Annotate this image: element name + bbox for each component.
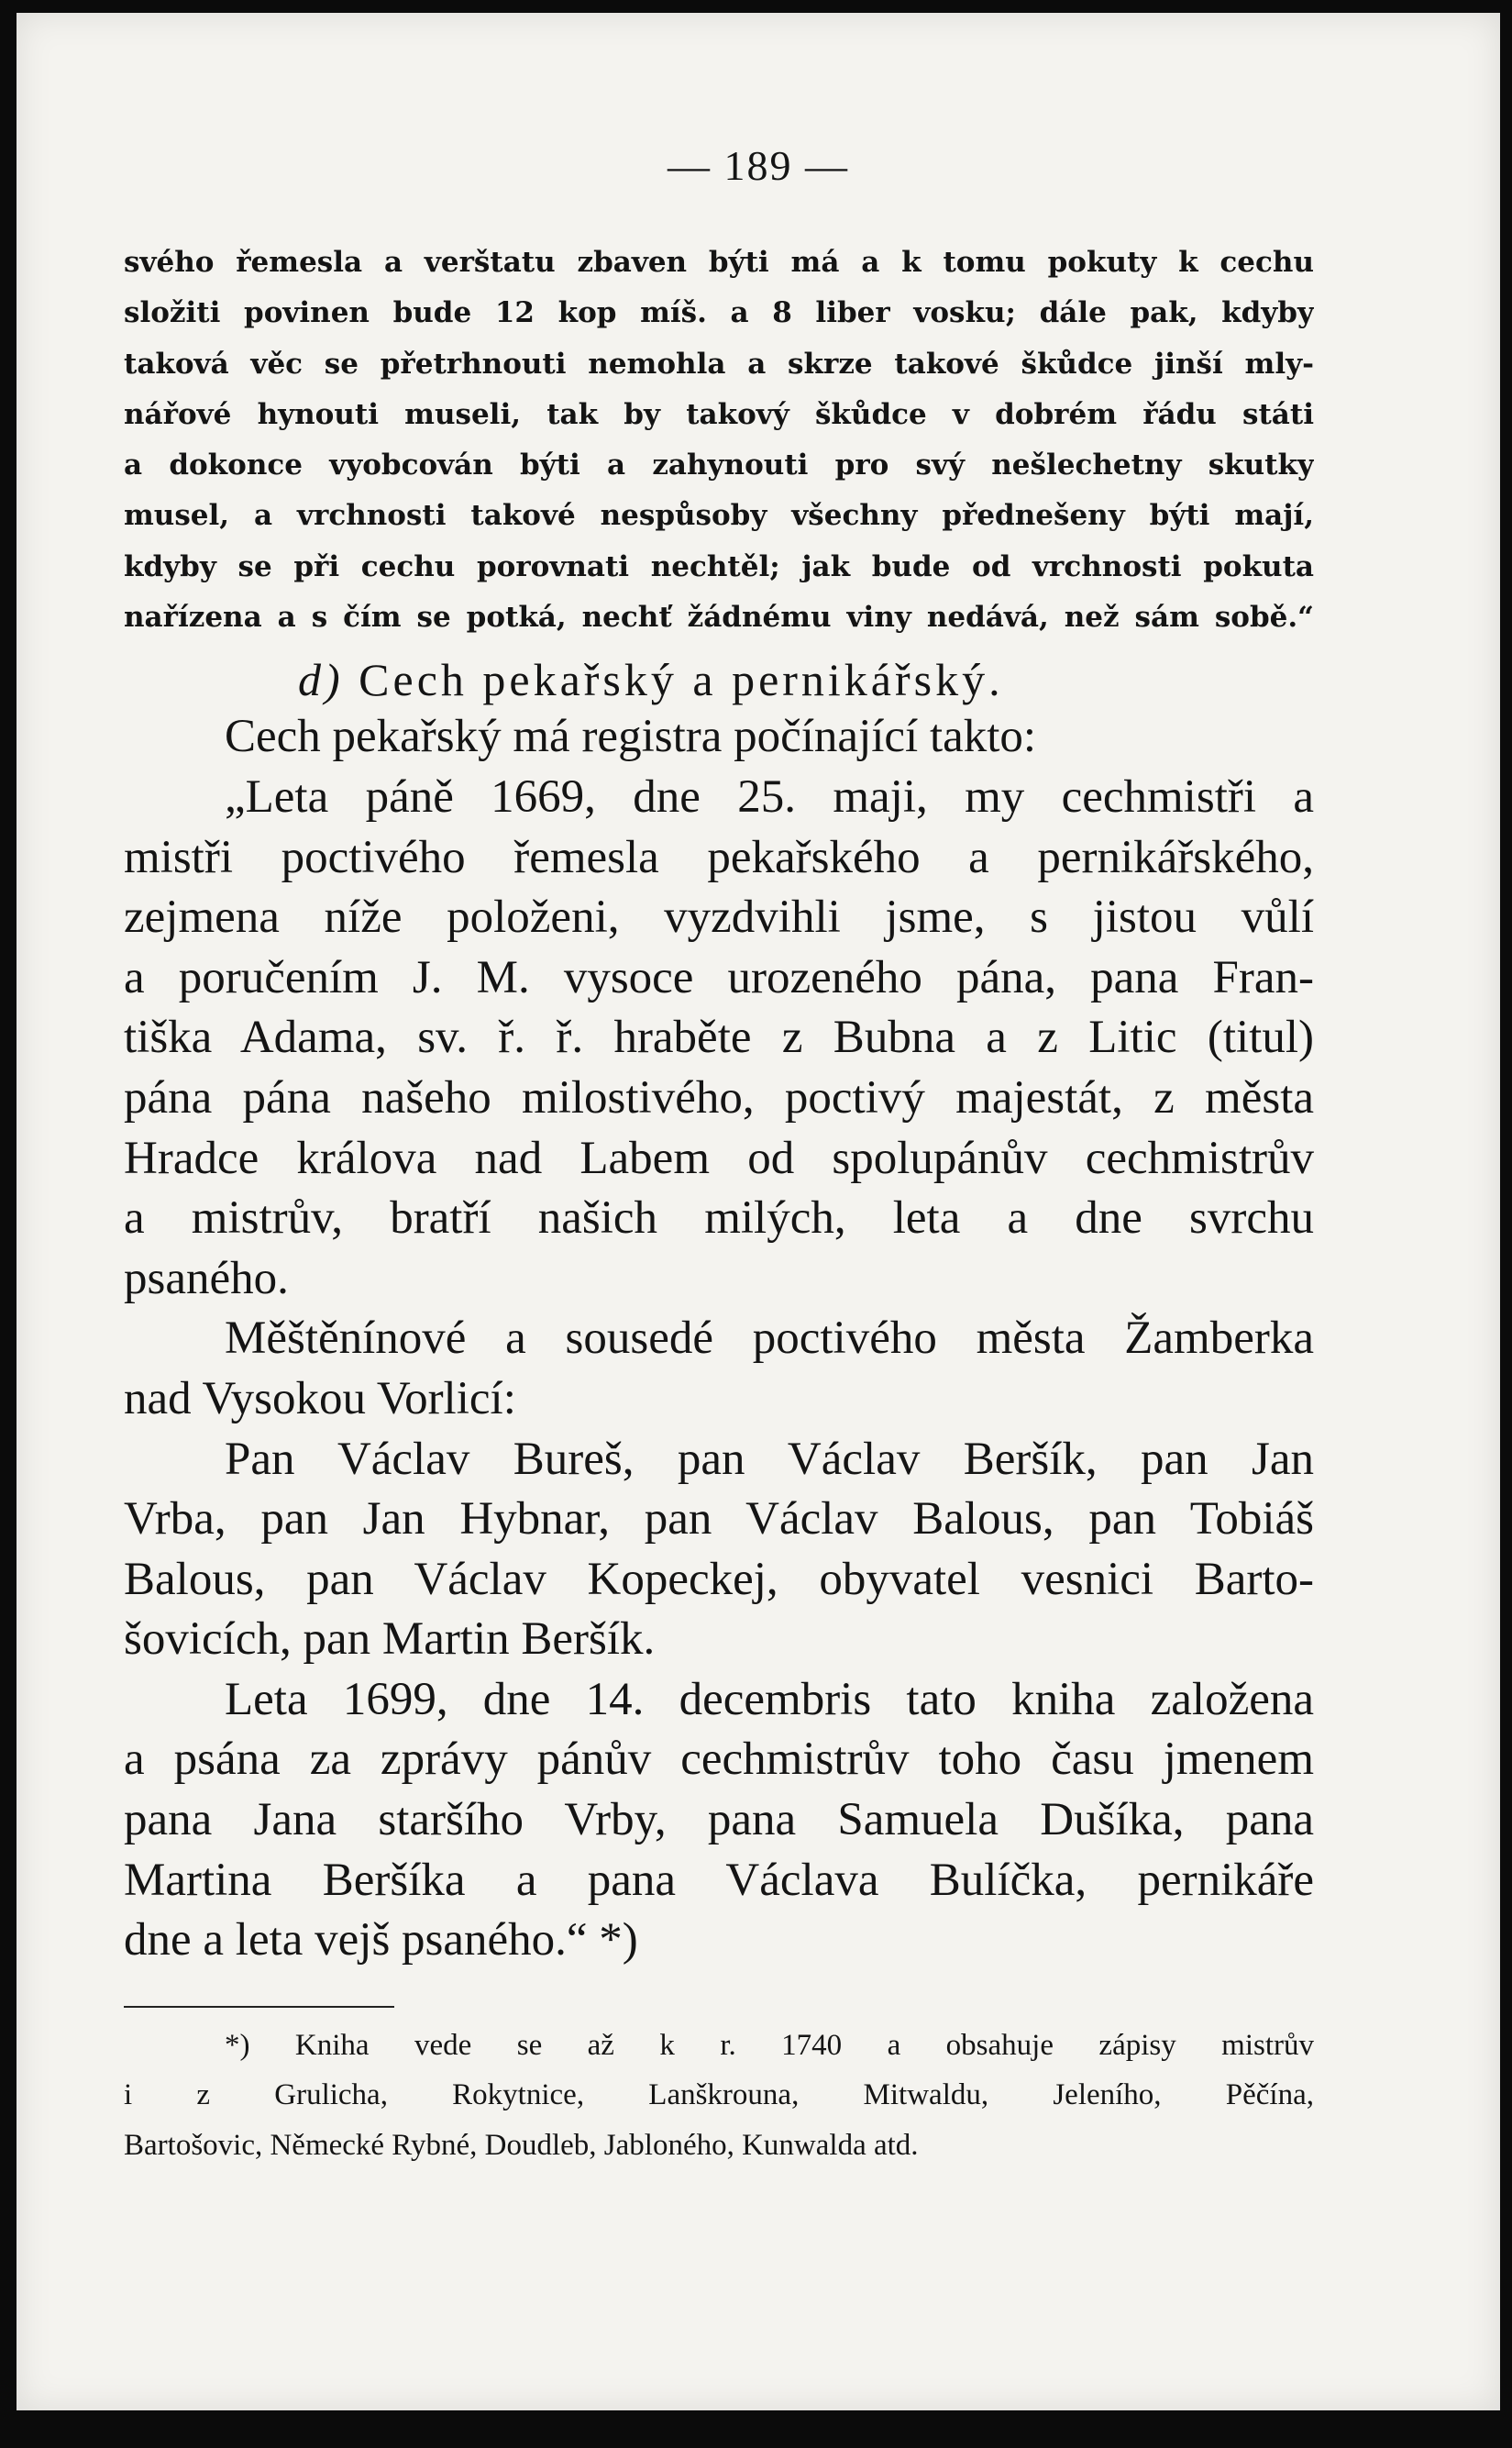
page-content (124, 238, 1314, 2170)
text-line: Balous, pan Václav Kopeckej, obyvatel vesnici Barto- (124, 1553, 1314, 1605)
text-line: zejmena níže položeni, vyzdvihli jsme, s jistou vůlí (124, 892, 1314, 944)
body-text (124, 707, 1314, 1970)
text-line: pana Jana staršího Vrby, pana Samuela Dušíka, pana (124, 1794, 1314, 1846)
text-line: taková věc se přetrhnouti nemohla a skrze takové škůdce jinší mly- (124, 347, 1314, 381)
text-line: dne a leta vejš psaného.“ *) (124, 1914, 638, 1966)
text-line: nařízena a s čím se potká, nechť žádnému viny nedává, než sám sobě.“ (124, 601, 1314, 635)
footnote-line: *) Kniha vede se až k r. 1740 a obsahuje zápisy mistrův (225, 2028, 1314, 2062)
section-marker: d) (298, 654, 344, 706)
text-line: a mistrův, bratří našich milých, leta a dne svrchu (124, 1192, 1314, 1245)
text-line: Hradce králova nad Labem od spolupánův cechmistrův (124, 1132, 1314, 1184)
footnote-line: i z Grulicha, Rokytnice, Lanškrouna, Mitwaldu, Jeleního, Pěčína, (124, 2078, 1314, 2112)
footnote (124, 2021, 1314, 2171)
text-line: pána pána našeho milostivého, poctivý majestát, z města (124, 1071, 1314, 1124)
book-page (17, 13, 1500, 2410)
footnote-divider (124, 2006, 394, 2008)
text-line: Měštěnínové a sousedé poctivého města Žamberka (225, 1313, 1314, 1365)
text-line: Cech pekařský má registra počínající takto: (225, 711, 1037, 763)
text-line: Pan Václav Bureš, pan Václav Beršík, pan Jan (225, 1433, 1314, 1485)
text-line: šovicích, pan Martin Beršík. (124, 1613, 656, 1666)
section-title: Cech pekařský a pernikářský. (359, 654, 1004, 706)
text-line: a psána za zprávy pánův cechmistrův toho času jmenem (124, 1734, 1314, 1786)
text-line: psaného. (124, 1252, 289, 1304)
text-line: složiti povinen bude 12 kop míš. a 8 liber vosku; dále pak, kdyby (124, 296, 1314, 330)
page-number: — 189 — (668, 142, 849, 189)
text-line: musel, a vrchnosti takové nespůsoby všechny přednešeny býti mají, (124, 499, 1314, 533)
section-heading (124, 652, 1314, 707)
text-line: Leta 1699, dne 14. decembris tato kniha založena (225, 1673, 1314, 1725)
text-line: kdyby se při cechu porovnati nechtěl; jak bude od vrchnosti pokuta (124, 549, 1314, 583)
text-line: svého řemesla a verštatu zbaven býti má a k tomu pokuty k cechu (124, 246, 1314, 279)
text-line: nad Vysokou Vorlicí: (124, 1372, 516, 1424)
text-line: a dokonce vyobcován býti a zahynouti pro svý nešlechetny skutky (124, 449, 1314, 482)
text-line: Martina Beršíka a pana Václava Bulíčka, pernikáře (124, 1854, 1314, 1906)
text-line: tiška Adama, sv. ř. ř. hraběte z Bubna a z Litic (titul) (124, 1012, 1314, 1064)
text-line: Vrba, pan Jan Hybnar, pan Václav Balous, pan Tobiáš (124, 1493, 1314, 1545)
text-line: a poručením J. M. vysoce urozeného pána, pana Fran- (124, 951, 1314, 1003)
text-line: mistři poctivého řemesla pekařského a pernikářského, (124, 831, 1314, 883)
footnote-line: Bartošovic, Německé Rybné, Doudleb, Jabloného, Kunwalda atd. (124, 2128, 919, 2162)
paragraph-top (124, 238, 1314, 643)
text-line: nářové hynouti museli, tak by takový škůdce v dobrém řádu státi (124, 397, 1314, 431)
text-line: „Leta páně 1669, dne 25. maji, my cechmistři a (225, 770, 1314, 823)
